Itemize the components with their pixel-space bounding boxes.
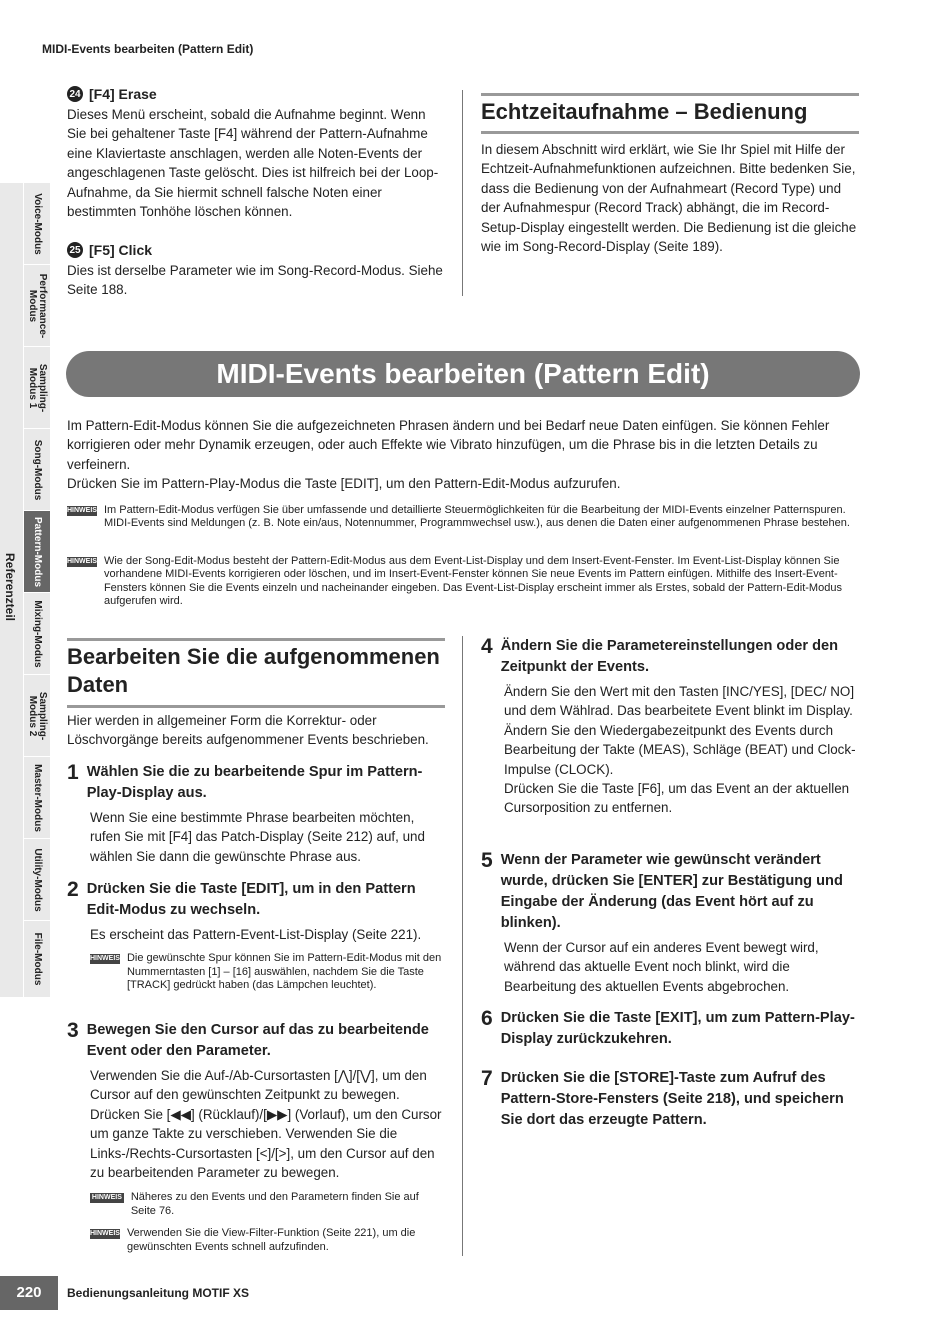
- hinweis-icon: HINWEIS: [67, 507, 97, 514]
- step-6: 6 Drücken Sie die Taste [EXIT], um zum Pattern-Play-Display zurückzukehren.: [481, 1007, 855, 1047]
- chapter-banner: MIDI-Events bearbeiten (Pattern Edit): [66, 351, 860, 397]
- step-4: 4 Ändern Sie die Parametereinstellungen oder den Zeitpunkt der Events. Ändern Sie den Wert mit den Tasten [INC/YES], [DEC/ NO] und dem Wählrad. Das bearbeitete Event blinkt im Display. Ändern Sie den Wiedergabezeitpunkt des Events durch Bearbeitung der Takte (MEAS), Schläge (BEAT) und Clock-Impulse (CLOCK). Drücken Sie die Taste [F6], um das Event an der aktuellen Cursorposition zu entfernen.: [481, 635, 856, 816]
- tab-master-modus[interactable]: Master-Modus: [24, 757, 50, 839]
- step-3-note-1: HINWEIS Näheres zu den Events und den Parametern finden Sie auf Seite 76.: [91, 1191, 419, 1217]
- column-divider: [462, 90, 463, 296]
- tab-song-modus[interactable]: Song-Modus: [24, 429, 50, 511]
- tab-performance-modus[interactable]: Performance- Modus: [24, 265, 50, 347]
- number-badge-icon: 24: [67, 86, 83, 102]
- realtime-heading-box: [481, 93, 859, 134]
- note-1: HINWEIS Im Pattern-Edit-Modus verfügen Sie über umfassende und detaillierte Steuermöglichkeiten für die Bearbeitung der MIDI-Events einzelner Patternspuren. MIDI-Events sind Meldungen (z. B. Note ein/aus, Notennummer, Programmwechsel usw.), aus denen die Daten einer aufgenommenen Phrase bestehen.: [67, 504, 850, 530]
- number-badge-icon: 25: [67, 242, 83, 258]
- page-number: 220: [0, 1276, 58, 1310]
- step-3-note-2: HINWEIS Verwenden Sie die View-Filter-Funktion (Seite 221), um die gewünschten Events schnell aufzufinden.: [90, 1227, 416, 1253]
- running-header: MIDI-Events bearbeiten (Pattern Edit): [42, 42, 254, 56]
- erase-section: [67, 86, 447, 221]
- reference-section-label: Referenzteil: [3, 552, 17, 622]
- step-2: 2 Drücken Sie die Taste [EDIT], um in den Pattern Edit-Modus zu wechseln. Es erscheint das Pattern-Event-List-Display (Seite 221). HINWEIS Die gewünschte Spur können Sie im Pattern-Edit-Modus mit den Nummerntasten [1] – [16] auswählen, nachdem Sie die Taste [TRACK] gedrückt haben (das Lämpchen leuchtet).: [67, 879, 445, 993]
- step-5: 5 Wenn der Parameter wie gewünscht verändert wurde, drücken Sie [ENTER] zur Bestätigung und Eingabe der Änderung (das Event hört auf zu blinken). Wenn der Cursor auf ein anderes Event bewegt wird, während das aktuelle Event noch blinkt, wird die Bearbeitung des aktuellen Events abgebrochen.: [481, 849, 843, 994]
- click-section: [67, 242, 447, 300]
- hinweis-icon: HINWEIS: [90, 1230, 120, 1238]
- realtime-heading: Echtzeitaufnahme – Bedienung: [481, 99, 808, 124]
- note-2: HINWEIS Wie der Song-Edit-Modus besteht der Pattern-Edit-Modus aus dem Event-List-Display und dem Insert-Event-Fenster. Im Event-List-Display können Sie vorhandene MIDI-Events korrigieren oder löschen, und im Insert-Event-Fenster können Sie neue Events im Pattern einfügen. Mithilfe des Insert-Event-Fensters können Sie die Events einzeln und nacheinander eingeben. Das Event-List-Display erscheint immer als Erstes, sobald der Pattern-Edit-Modus aufgerufen wird.: [67, 555, 842, 608]
- column-divider: [462, 636, 463, 1256]
- tab-voice-modus[interactable]: Voice-Modus: [24, 183, 50, 265]
- tab-utility-modus[interactable]: Utility-Modus: [24, 839, 50, 921]
- click-heading: 25 [F5] Click: [67, 242, 447, 258]
- tab-sampling-modus-2[interactable]: Sampling- Modus 2: [24, 675, 50, 757]
- hinweis-icon: HINWEIS: [67, 558, 97, 565]
- tab-file-modus[interactable]: File-Modus: [24, 921, 50, 998]
- erase-text: Dieses Menü erscheint, sobald die Aufnahme beginnt. Wenn Sie bei gehaltener Taste [F4] während der Pattern-Aufnahme eine Klaviertaste anschlagen, werden alle Noten-Events der angeschlagenen Taste gelöscht. Dies ist hilfreich bei der Loop-Aufnahme, da Sie hiermit schnell falsche Noten einer bestimmten Tonhöhe löschen können.: [67, 107, 439, 220]
- edit-intro: Hier werden in allgemeiner Form die Korrektur- oder Löschvorgänge bereits aufgenommener Events beschrieben.: [67, 713, 429, 748]
- step-3: 3 Bewegen Sie den Cursor auf das zu bearbeitende Event oder den Parameter. Verwenden Sie die Auf-/Ab-Cursortasten [⋀]/[⋁], um den Cursor auf den gewünschten Zeitpunkt zu bewegen. Drücken Sie [◀◀] (Rücklauf)/[▶▶] (Vorlauf), um den Cursor um ganze Takte zu verschieben. Verwenden Sie die Links-/Rechts-Cursortasten [<]/[>], um den Cursor auf den zu bearbeitenden Parameter zu bewegen. HINWEIS Näheres zu den Events und den Parametern finden Sie auf Seite 76. HINWEIS Verwenden Sie die View-Filter-Funktion (Seite 221), um die gewünschten Events schnell aufzufinden.: [67, 1020, 445, 1254]
- intro-paragraph-1: Im Pattern-Edit-Modus können Sie die aufgezeichneten Phrasen ändern und bei Bedarf neue Daten einfügen. Sie können Fehler korrigieren oder mehr Dynamik erzeugen, oder auch Effekte wie Vibrato hinzufügen, um die Phrase bis in die letzten Details zu verfeinern.: [67, 418, 830, 472]
- edit-heading: Bearbeiten Sie die aufgenommenen Daten: [67, 644, 440, 697]
- tab-sampling-modus-1[interactable]: Sampling- Modus 1: [24, 347, 50, 429]
- realtime-text: In diesem Abschnitt wird erklärt, wie Sie Ihr Spiel mit Hilfe der Echtzeit-Aufnahmefunktionen aufzeichnen. Bitte bedenken Sie, dass die Bedienung von der Aufnahmeart (Record Type) und der Aufnahmespur (Record Track) abhängt, die im Record-Setup-Display eingestellt werden. Die Bedienung ist die gleiche wie im Song-Record-Display (Seite 189).: [481, 142, 857, 255]
- step-2-note: HINWEIS Die gewünschte Spur können Sie im Pattern-Edit-Modus mit den Nummerntasten [1] – [16] auswählen, nachdem Sie die Taste [TRACK] gedrückt haben (das Lämpchen leuchtet).: [90, 952, 442, 992]
- hinweis-icon: HINWEIS: [90, 955, 120, 963]
- erase-heading: 24 [F4] Erase: [67, 86, 447, 102]
- step-7: 7 Drücken Sie die [STORE]-Taste zum Aufruf des Pattern-Store-Fensters (Seite 218), und speichern Sie dort das erzeugte Pattern.: [481, 1067, 844, 1128]
- tab-mixing-modus[interactable]: Mixing-Modus: [24, 593, 50, 675]
- tab-pattern-modus[interactable]: Pattern-Modus: [24, 511, 50, 593]
- hinweis-icon: HINWEIS: [91, 1194, 122, 1202]
- step-1: 1 Wählen Sie die zu bearbeitende Spur im Pattern-Play-Display aus. Wenn Sie eine bestimmte Phrase bearbeiten möchten, rufen Sie mit [F4] das Patch-Display (Seite 212) auf, und wählen Sie dann die gewünschte Phrase aus.: [67, 761, 425, 864]
- mode-sidebar: [0, 183, 50, 997]
- edit-heading-box: [67, 638, 445, 708]
- click-text: Dies ist derselbe Parameter wie im Song-Record-Modus. Siehe Seite 188.: [67, 263, 443, 298]
- footer-title: Bedienungsanleitung MOTIF XS: [67, 1286, 250, 1300]
- intro-paragraph-2: Drücken Sie im Pattern-Play-Modus die Taste [EDIT], um den Pattern-Edit-Modus aufzurufen.: [67, 476, 621, 492]
- intro: [67, 416, 862, 494]
